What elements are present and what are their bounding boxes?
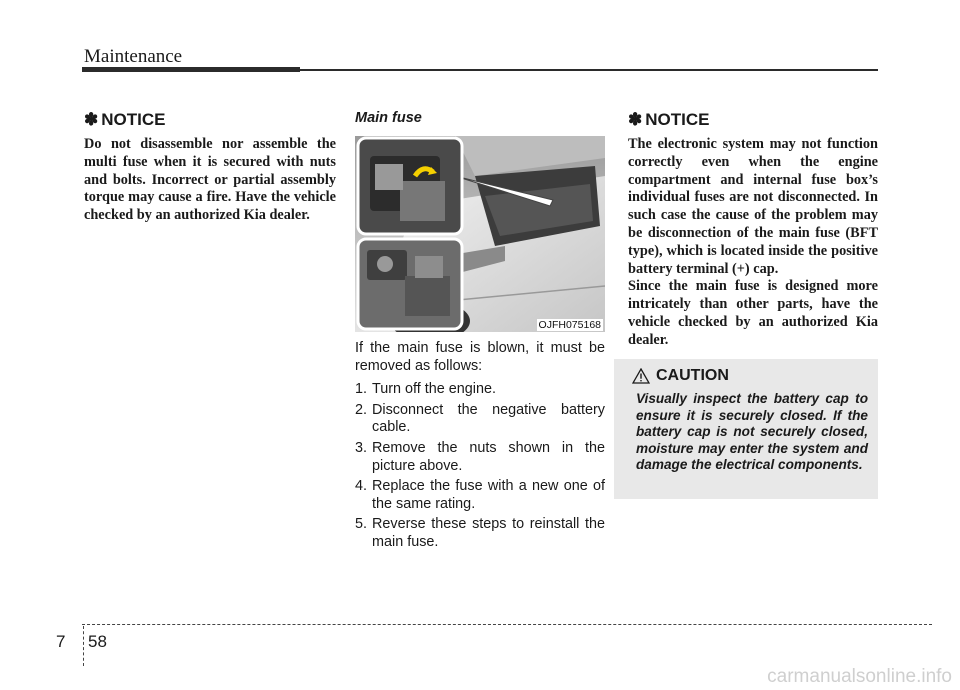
header-rule-thick (82, 67, 300, 72)
car-trunk-illustration (355, 136, 605, 332)
notice-heading-text: NOTICE (645, 110, 710, 129)
list-item (355, 440, 605, 475)
notice-star-icon: ✽ (628, 110, 643, 129)
footer-divider (83, 626, 84, 666)
caution-box (614, 359, 878, 499)
notice-paragraph: Do not disassemble nor assemble the multi fuse when it is secured with nuts and bolts. Incorrect or partial assembly torque may cause a fire. Have the vehicle checked by an authorized Kia dealer. (84, 136, 336, 224)
notice-body-left (84, 136, 336, 225)
step-number: 5. (355, 516, 368, 533)
list-item (355, 381, 605, 399)
step-number: 4. (355, 478, 368, 495)
header-rule-thin (300, 69, 878, 71)
notice-paragraph: Since the main fuse is designed more intricately than other parts, have the vehicle checked by an authorized Kia dealer. (628, 278, 878, 348)
notice-star-icon: ✽ (84, 110, 99, 129)
main-fuse-intro: If the main fuse is blown, it must be removed as follows: (355, 340, 605, 374)
main-fuse-figure (355, 136, 605, 332)
left-column (84, 108, 336, 225)
right-column (628, 108, 878, 350)
list-item (355, 478, 605, 513)
step-text: Remove the nuts shown in the picture above. (372, 439, 605, 474)
caution-body: Visually inspect the battery cap to ensure it is securely closed. If the battery cap is not securely closed, moisture may enter the system and damage the electrical components. (636, 391, 868, 473)
section-title: Maintenance (84, 46, 183, 67)
notice-heading-right (628, 110, 878, 130)
caution-heading (632, 367, 729, 385)
watermark: carmanualsonline.info (767, 666, 952, 687)
step-text: Disconnect the negative battery cable. (372, 401, 605, 436)
list-item (355, 402, 605, 437)
step-text: Reverse these steps to reinstall the main fuse. (372, 516, 605, 550)
step-number: 1. (355, 381, 368, 398)
step-text: Replace the fuse with a new one of the same rating. (372, 478, 605, 512)
step-text: Turn off the engine. (372, 381, 497, 398)
notice-heading-left (84, 110, 336, 130)
notice-heading-text: NOTICE (101, 110, 166, 129)
chapter-number: 7 (56, 632, 66, 651)
main-fuse-title: Main fuse (355, 110, 422, 126)
step-number: 2. (355, 401, 368, 418)
step-number: 3. (355, 439, 368, 456)
footer-rule (82, 624, 932, 625)
figure-code: OJFH075168 (538, 319, 601, 331)
main-fuse-steps (355, 381, 605, 551)
notice-body-right (628, 136, 878, 350)
warning-triangle-icon (632, 368, 650, 384)
list-item (355, 516, 605, 551)
page-number: 58 (88, 632, 107, 651)
middle-column (355, 108, 605, 555)
caution-heading-text: CAUTION (656, 367, 729, 384)
notice-paragraph: The electronic system may not function correctly even when the engine compartment and internal fuse box’s individual fuses are not disconnected. In such case the cause of the problem may be disconnection of the main fuse (BFT type), which is located inside the positive battery terminal (+) cap. (628, 136, 878, 277)
